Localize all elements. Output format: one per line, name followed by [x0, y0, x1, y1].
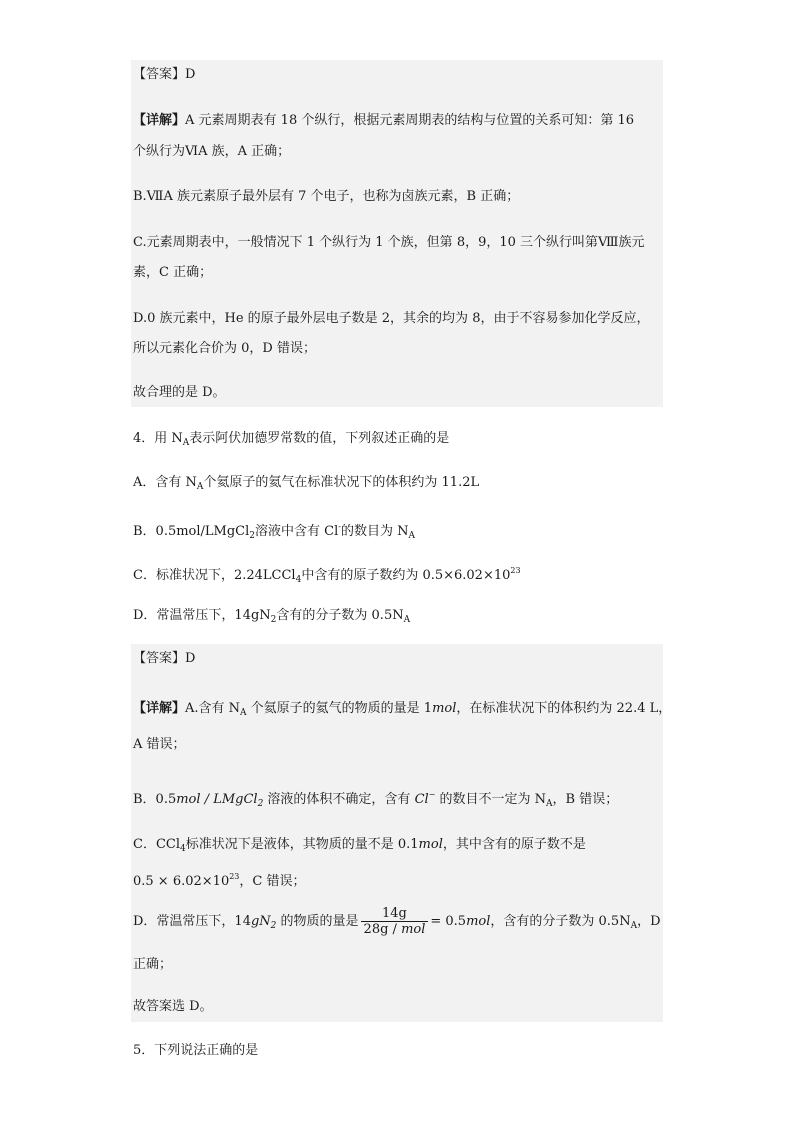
answer-label-2: 【答案】D	[133, 651, 196, 666]
detail-text: A 元素周期表有 18 个纵行，根据元素周期表的结构与位置的关系可知：第 16	[185, 113, 635, 128]
detail-line-5: 素，C 正确；	[133, 265, 213, 280]
question-5-stem: 5．下列说法正确的是	[133, 1043, 259, 1058]
detail2-line-7: 正确；	[133, 957, 173, 972]
option-a: A．含有 $N_A$个氦原子的氦气在标准状况下的体积约为 11.2L	[133, 475, 480, 492]
detail-line-2: 个纵行为ⅥA 族，A 正确；	[133, 144, 291, 159]
detail-line-4: C.元素周期表中，一般情况下 1 个纵行为 1 个族，但第 8，9，10 三个纵行叫第Ⅷ族元	[133, 235, 645, 250]
detail2-line-1: 【详解】A.含有 $N_A$ 个氦原子的氦气的物质的量是 1mol，在标准状况下的体积约为 22.4 L，	[133, 701, 672, 718]
question-4-stem: 4．用 $N_A$表示阿伏加德罗常数的值，下列叙述正确的是	[133, 431, 450, 448]
detail2-line-4: C．CCl$_4$标准状况下是液体，其物质的量不是 0.1mol，其中含有的原子数不是	[133, 837, 586, 854]
detail-line-1	[133, 112, 634, 130]
detail-line-8: 故合理的是 D。	[133, 385, 226, 400]
fraction: $\frac{14g}{\text{28g / mol}}$	[361, 906, 429, 937]
answer-label: 【答案】D	[133, 67, 196, 82]
detail2-line-2: A 错误；	[133, 737, 186, 752]
detail2-line-6: D．常温常压下，$14gN_2$ 的物质的量是 $\frac{14g}{\text{28g / mol}}$ = 0.5mol，含有的分子数为 $0.5N_A$，D	[133, 906, 661, 937]
detail2-line-8: 故答案选 D。	[133, 999, 213, 1014]
detail2-line-5: $0.5 \times 6.02\times 10^{23}$，C 错误；	[133, 872, 306, 889]
detail-line-3: B.ⅦA 族元素原子最外层有 7 个电子，也称为卤族元素，B 正确；	[133, 189, 520, 204]
detail2-line-3: B．0.5mol / LMgCl$_2$ 溶液的体积不确定，含有 Cl− 的数目不一定为 $N_A$，B 错误；	[133, 790, 619, 809]
option-c: C．标准状况下，2.24LCCl$_4$中含有的原子数约为 $0.5\times 6.02\times 10^{23}$	[133, 566, 521, 585]
option-d: D．常温常压下，$14gN_2$含有的分子数为 $0.5N_A$	[133, 608, 411, 625]
detail-line-7: 所以元素化合价为 0，D 错误；	[133, 341, 316, 356]
detail-line-6: D.0 族元素中，He 的原子最外层电子数是 2，其余的均为 8，由于不容易参加化学反应，	[133, 311, 650, 326]
detail-label: 【详解】	[133, 113, 186, 128]
option-b: B．0.5mol/LMgCl$_2$溶液中含有 Cl-的数目为 $N_A$	[133, 522, 415, 541]
